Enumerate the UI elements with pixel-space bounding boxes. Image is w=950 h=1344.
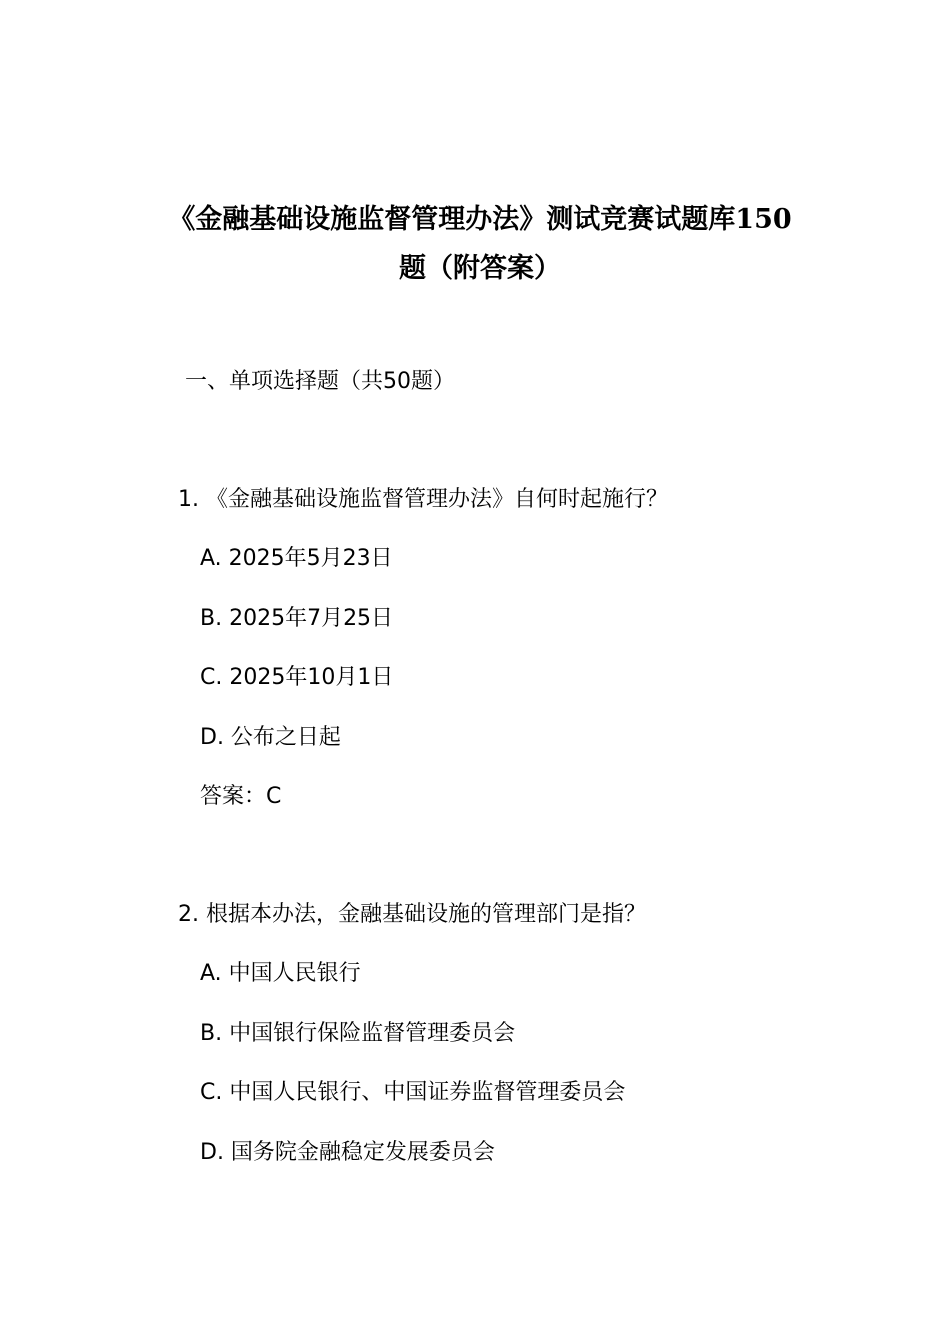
question-2-option-b: B. 中国银行保险监督管理委员会: [200, 1021, 516, 1046]
question-1-option-c: C. 2025年10月1日: [200, 665, 394, 690]
question-1-option-a: A. 2025年5月23日: [200, 546, 393, 571]
question-1-option-d: D. 公布之日起: [200, 725, 341, 750]
question-1-answer: 答案：C: [200, 784, 282, 809]
question-2-option-a: A. 中国人民银行: [200, 961, 361, 986]
section-heading: 一、单项选择题（共50题）: [185, 369, 455, 394]
question-1-text: 1. 《金融基础设施监督管理办法》自何时起施行？: [178, 487, 668, 512]
document-title-line-1: 《金融基础设施监督管理办法》测试竞赛试题库150: [168, 204, 792, 235]
document-title-line-2: 题（附答案）: [399, 253, 561, 284]
question-2-text: 2. 根据本办法，金融基础设施的管理部门是指？: [178, 902, 646, 927]
question-1-option-b: B. 2025年7月25日: [200, 606, 394, 631]
question-2-option-c: C. 中国人民银行、中国证券监督管理委员会: [200, 1080, 626, 1105]
question-2-option-d: D. 国务院金融稳定发展委员会: [200, 1140, 495, 1165]
